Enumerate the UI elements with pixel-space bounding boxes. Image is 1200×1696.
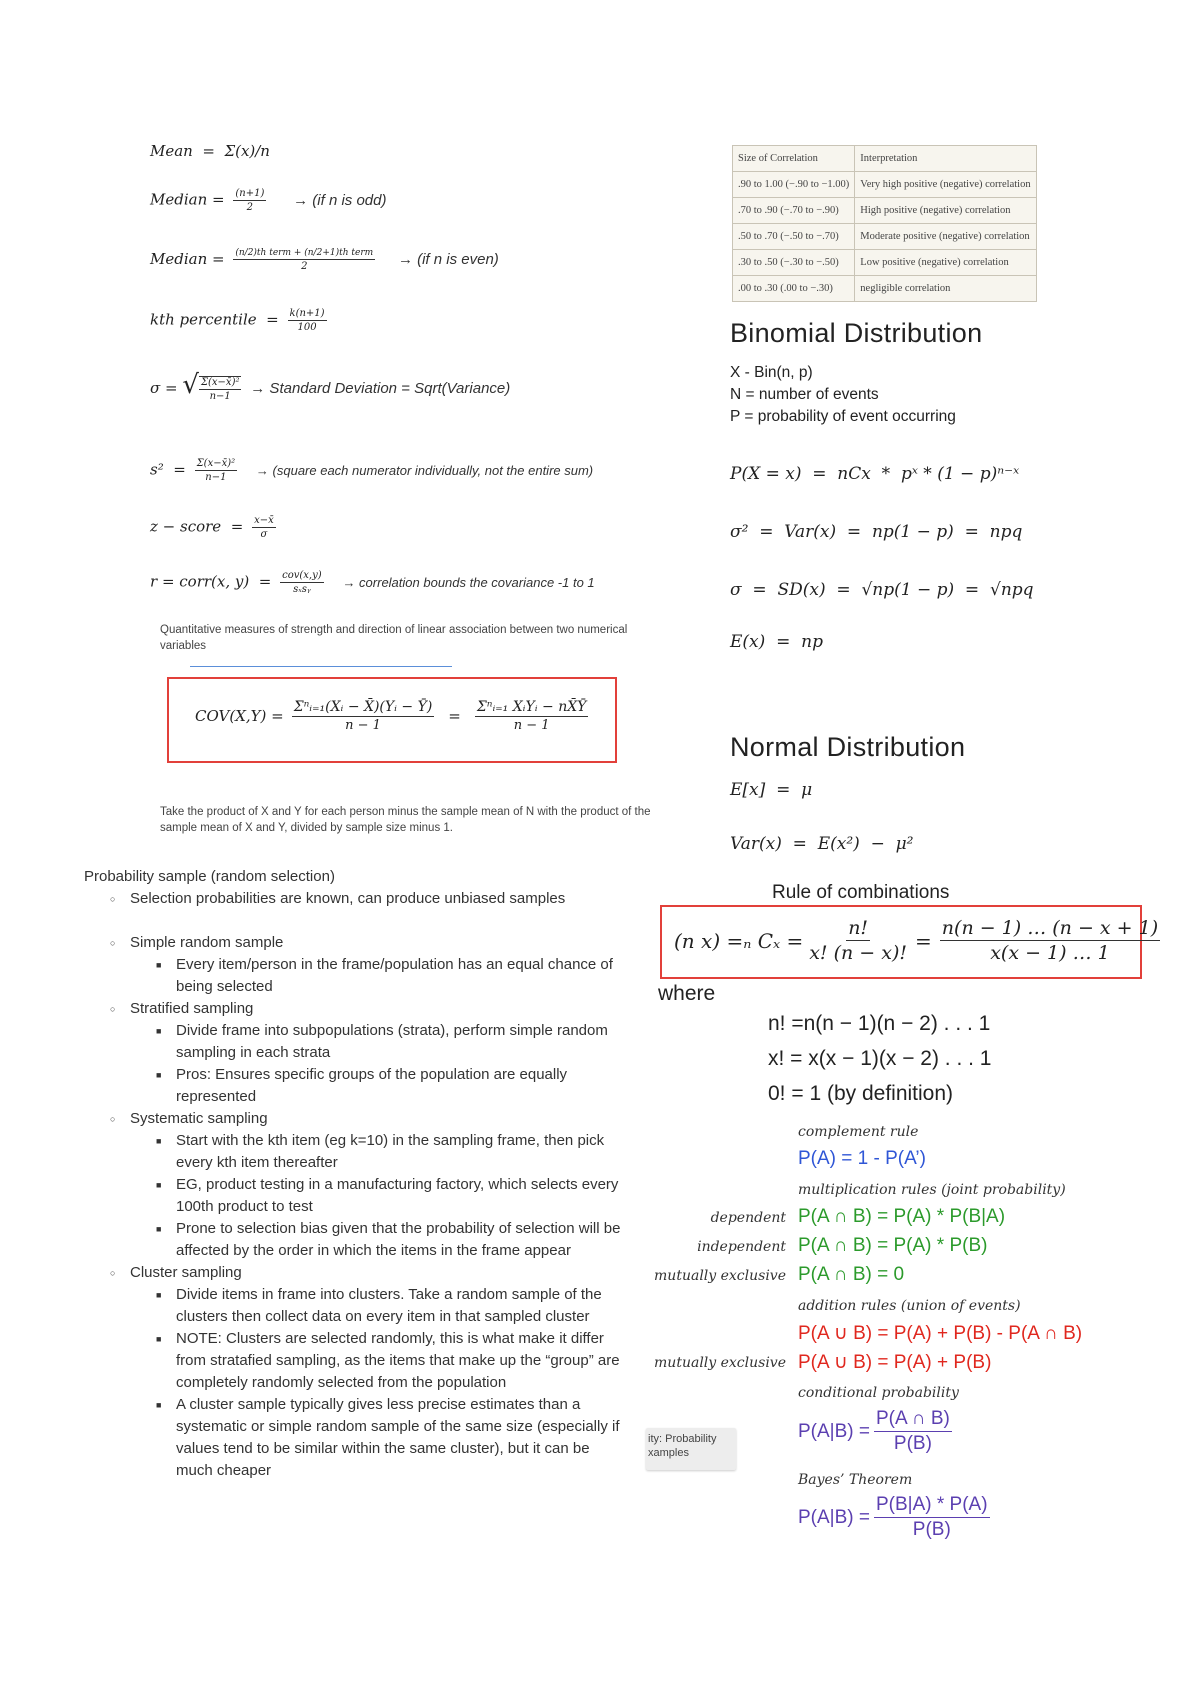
combinations-eq: = bbox=[915, 928, 932, 953]
combinations-formula bbox=[674, 917, 1164, 964]
correlation-table-wrap bbox=[732, 145, 1037, 302]
corr-table-row bbox=[733, 250, 1037, 276]
corr-num: cov(x,y) bbox=[282, 570, 322, 581]
mean-rhs: Σ(x)/n bbox=[224, 142, 270, 160]
mult-label: multiplication rules (joint probability) bbox=[798, 1182, 1066, 1198]
median-even-fraction bbox=[233, 248, 375, 272]
complement-label: complement rule bbox=[798, 1124, 919, 1140]
sampling-subitem: ■ Every item/person in the frame/population has an equal chance of being selected bbox=[84, 954, 624, 998]
sd-num: Σ(x−x̄)² bbox=[200, 377, 240, 388]
dependent-label: dependent bbox=[710, 1210, 786, 1226]
binomial-sd: σ = SD(x) = √np(1 − p) = √npq bbox=[730, 580, 1034, 600]
corr-table-row bbox=[733, 198, 1037, 224]
bayes-num: P(B|A) * P(A) bbox=[874, 1494, 990, 1518]
median-even-num: (n/2)th term + (n/2+1)th term bbox=[235, 248, 374, 258]
variance-formula: s² = $\frac{\text{Σ(x−x̄)²}}{n-1}$ → (square each numerator individually, not the entire sum) bbox=[150, 458, 594, 483]
variance-fraction bbox=[195, 458, 238, 483]
percentile-num: k(n+1) bbox=[289, 308, 325, 319]
combinations-where: where bbox=[658, 982, 716, 1005]
sampling-item: ○ Selection probabilities are known, can produce unbiased samples bbox=[84, 888, 624, 910]
combinations-box bbox=[660, 905, 1159, 979]
variance-num: Σ(x−x̄)² bbox=[196, 458, 236, 469]
percentile-lhs: kth percentile bbox=[150, 310, 257, 329]
conditional-den: P(B) bbox=[893, 1433, 932, 1454]
zscore-formula: z − score = $\frac{x-x̄}{\sigma}$ bbox=[150, 515, 274, 540]
median-odd-formula: Median = $\frac{(n+1)}{2}$ → (if n is odd) bbox=[150, 188, 387, 213]
median-odd-den: 2 bbox=[246, 202, 254, 213]
sampling-item: ○ Systematic sampling bbox=[84, 1108, 624, 1130]
bayes-lhs: P(A|B) = bbox=[798, 1506, 870, 1528]
corr-note: → correlation bounds the covariance -1 to 1 bbox=[342, 574, 595, 590]
cov-num-1: Σⁿᵢ₌₁(Xᵢ − X̄)(Yᵢ − Ȳ) bbox=[293, 699, 433, 715]
median-odd-fraction bbox=[233, 188, 266, 213]
sampling-list bbox=[84, 888, 624, 1482]
binomial-line: P = probability of event occurring bbox=[730, 408, 956, 425]
corr-table-row bbox=[733, 224, 1037, 250]
combinations-fraction-2 bbox=[940, 917, 1160, 964]
cov-den-1: n − 1 bbox=[345, 718, 381, 733]
normal-var: Var(x) = E(x²) − μ² bbox=[730, 834, 914, 854]
binomial-line: N = number of events bbox=[730, 386, 879, 403]
corr-table-cell: .90 to 1.00 (−.90 to −1.00) bbox=[733, 172, 855, 198]
corr-table-row bbox=[733, 276, 1037, 302]
zscore-num: x−x̄ bbox=[254, 515, 274, 526]
sd-den: n−1 bbox=[209, 391, 231, 402]
sqrt-icon: √ bbox=[182, 370, 199, 400]
median-odd-lhs: Median bbox=[150, 190, 208, 209]
add-exclusive-label: mutually exclusive bbox=[654, 1355, 786, 1371]
zscore-lhs: z − score bbox=[150, 517, 222, 536]
divider-line bbox=[190, 666, 452, 667]
addition-rule: P(A ∪ B) = P(A) + P(B) - P(A ∩ B) bbox=[798, 1323, 1083, 1344]
combinations-title: Rule of combinations bbox=[772, 882, 950, 903]
percentile-den: 100 bbox=[297, 322, 317, 333]
addition-label: addition rules (union of events) bbox=[798, 1298, 1021, 1314]
sampling-subitem: ■ A cluster sample typically gives less precise estimates than a systematic or simple random sample of the same size (especially if values tend to be similar within the same cluster), but it can be much cheaper bbox=[84, 1394, 624, 1482]
percentile-formula: kth percentile = $\frac{k(n+1)}{100}$ bbox=[150, 308, 325, 333]
median-even-lhs: Median bbox=[150, 250, 208, 268]
median-even-formula: Median = $\frac{\text{(n/2)th term + (n/2+1)th term}}{2}$ → (if n is even) bbox=[150, 248, 499, 272]
combinations-lhs: (n x) =ₙ Cₓ = bbox=[674, 928, 804, 953]
combinations-den-1: x! (n − x)! bbox=[809, 942, 908, 964]
dependent-rule: P(A ∩ B) = P(A) * P(B|A) bbox=[798, 1206, 1006, 1227]
zscore-fraction bbox=[252, 515, 276, 540]
variance-note: → (square each numerator individually, not the entire sum) bbox=[255, 462, 594, 478]
binomial-title: Binomial Distribution bbox=[730, 318, 983, 348]
variance-den: n−1 bbox=[205, 472, 227, 483]
cov-formula bbox=[195, 699, 592, 733]
corr-lhs: r = corr(x, y) bbox=[150, 572, 250, 591]
median-even-den: 2 bbox=[301, 261, 308, 272]
complement-rule: P(A) = 1 - P(A’) bbox=[798, 1148, 926, 1169]
cov-formula-box bbox=[167, 677, 617, 763]
median-odd-num: (n+1) bbox=[235, 188, 265, 199]
conditional-label: conditional probability bbox=[798, 1385, 959, 1401]
corr-fraction bbox=[280, 570, 324, 595]
sampling-subitem: ■ Pros: Ensures specific groups of the population are equally represented bbox=[84, 1064, 624, 1108]
median-even-note: → (if n is even) bbox=[397, 251, 499, 268]
conditional-lhs: P(A|B) = bbox=[798, 1420, 870, 1442]
zscore-den: σ bbox=[260, 529, 268, 540]
sd-formula: σ = √ $\frac{\text{Σ(x−x̄)²}}{n-1}$ → Standard Deviation = Sqrt(Variance) bbox=[150, 370, 511, 402]
bayes-rule bbox=[798, 1494, 994, 1541]
conditional-num: P(A ∩ B) bbox=[874, 1408, 952, 1432]
corr-table-header: Size of Correlation bbox=[733, 146, 855, 172]
corr-table-cell: High positive (negative) correlation bbox=[855, 198, 1036, 224]
bayes-label: Bayes’ Theorem bbox=[798, 1472, 913, 1488]
mean-formula: Mean = Σ(x)/n bbox=[150, 142, 270, 160]
sd-note: → Standard Deviation = Sqrt(Variance) bbox=[250, 380, 511, 397]
sampling-item: ○ Stratified sampling bbox=[84, 998, 624, 1020]
binomial-lines bbox=[730, 362, 956, 428]
combinations-num-1: n! bbox=[848, 917, 869, 939]
corr-table-cell: .30 to .50 (−.30 to −.50) bbox=[733, 250, 855, 276]
normal-title: Normal Distribution bbox=[730, 732, 966, 762]
sampling-item: ○ Cluster sampling bbox=[84, 1262, 624, 1284]
corr-table-cell: .70 to .90 (−.70 to −.90) bbox=[733, 198, 855, 224]
sampling-subitem: ■ Prone to selection bias given that the probability of selection will be affected by the order in which the items in the frame appear bbox=[84, 1218, 624, 1262]
variance-lhs: s² bbox=[150, 460, 164, 479]
cov-note: Take the product of X and Y for each person minus the sample mean of N with the product of the sample mean of X and Y, divided by sample size minus 1. bbox=[160, 806, 651, 834]
binomial-var: σ² = Var(x) = np(1 − p) = npq bbox=[730, 522, 1023, 542]
combinations-den-2: x(x − 1) … 1 bbox=[990, 942, 1110, 964]
exclusive-label: mutually exclusive bbox=[654, 1268, 786, 1284]
corr-table-cell: negligible correlation bbox=[855, 276, 1036, 302]
corr-table-cell: Low positive (negative) correlation bbox=[855, 250, 1036, 276]
percentile-fraction bbox=[288, 308, 327, 333]
combinations-num-2: n(n − 1) … (n − x + 1) bbox=[941, 917, 1159, 939]
factorial-defs bbox=[768, 1006, 991, 1111]
sampling-subitem: ■ Divide frame into subpopulations (strata), perform simple random sampling in each strata bbox=[84, 1020, 624, 1064]
sd-lhs: σ bbox=[150, 379, 161, 397]
cov-den-2: n − 1 bbox=[513, 718, 550, 733]
independent-rule: P(A ∩ B) = P(A) * P(B) bbox=[798, 1235, 988, 1256]
sampling-subitem: ■ Start with the kth item (eg k=10) in the sampling frame, then pick every kth item thereafter bbox=[84, 1130, 624, 1174]
sampling-subitem: ■ NOTE: Clusters are selected randomly, this is what make it differ from stratafied sampling, as the items that make up the “group” are completely randomly selected from the population bbox=[84, 1328, 624, 1394]
sampling-subitem: ■ Divide items in frame into clusters. Take a random sample of the clusters then collect data on every item in that sampled cluster bbox=[84, 1284, 624, 1328]
correlation-table bbox=[732, 145, 1037, 302]
binomial-line: X - Bin(n, p) bbox=[730, 364, 813, 381]
sampling-subitem: ■ EG, product testing in a manufacturing factory, which selects every 100th product to test bbox=[84, 1174, 624, 1218]
corr-table-header: Interpretation bbox=[855, 146, 1036, 172]
conditional-fraction bbox=[874, 1408, 952, 1455]
cov-num-2: Σⁿᵢ₌₁ XᵢYᵢ − nX̄Ȳ bbox=[476, 699, 587, 715]
median-odd-note: → (if n is odd) bbox=[293, 191, 387, 209]
cov-lhs: COV(X,Y) = bbox=[195, 707, 284, 725]
corr-table-cell: .00 to .30 (.00 to −.30) bbox=[733, 276, 855, 302]
sampling-outline bbox=[84, 866, 624, 1482]
corr-table-cell: Moderate positive (negative) correlation bbox=[855, 224, 1036, 250]
sd-fraction bbox=[199, 376, 242, 402]
mean-lhs: Mean bbox=[150, 142, 193, 160]
conditional-rule bbox=[798, 1408, 956, 1455]
bayes-fraction bbox=[874, 1494, 990, 1541]
corr-table-cell: .50 to .70 (−.50 to −.70) bbox=[733, 224, 855, 250]
corr-formula: r = corr(x, y) = $\frac{\text{cov(x,y)}}{\text{sₓsᵧ}}$ → correlation bounds the covariance -1 to 1 bbox=[150, 570, 595, 595]
exclusive-rule: P(A ∩ B) = 0 bbox=[798, 1264, 905, 1285]
factorial-def: n! =n(n − 1)(n − 2) . . . 1 bbox=[768, 1012, 991, 1035]
cov-fraction-2 bbox=[475, 699, 589, 733]
tooltip-overlay: ity: Probability xamples bbox=[646, 1428, 736, 1470]
factorial-def: 0! = 1 (by definition) bbox=[768, 1082, 954, 1105]
independent-label: independent bbox=[697, 1239, 786, 1255]
corr-table-row bbox=[733, 172, 1037, 198]
bayes-den: P(B) bbox=[912, 1519, 951, 1540]
cov-intro: Quantitative measures of strength and direction of linear association between two numerical variables bbox=[160, 624, 628, 652]
sampling-title: Probability sample (random selection) bbox=[84, 868, 335, 885]
factorial-def: x! = x(x − 1)(x − 2) . . . 1 bbox=[768, 1047, 992, 1070]
combinations-fraction-1 bbox=[809, 917, 907, 964]
corr-den: sₓsᵧ bbox=[293, 584, 311, 595]
add-exclusive-rule: P(A ∪ B) = P(A) + P(B) bbox=[798, 1352, 992, 1373]
corr-table-cell: Very high positive (negative) correlation bbox=[855, 172, 1036, 198]
binomial-pmf: P(X = x) = nCx * pˣ * (1 − p)ⁿ⁻ˣ bbox=[730, 464, 1020, 484]
binomial-exp: E(x) = np bbox=[730, 632, 823, 652]
cov-fraction-1 bbox=[292, 699, 435, 733]
normal-exp: E[x] = μ bbox=[730, 780, 813, 800]
cov-eq: = bbox=[448, 707, 461, 725]
sampling-item: ○ Simple random sample bbox=[84, 932, 624, 954]
